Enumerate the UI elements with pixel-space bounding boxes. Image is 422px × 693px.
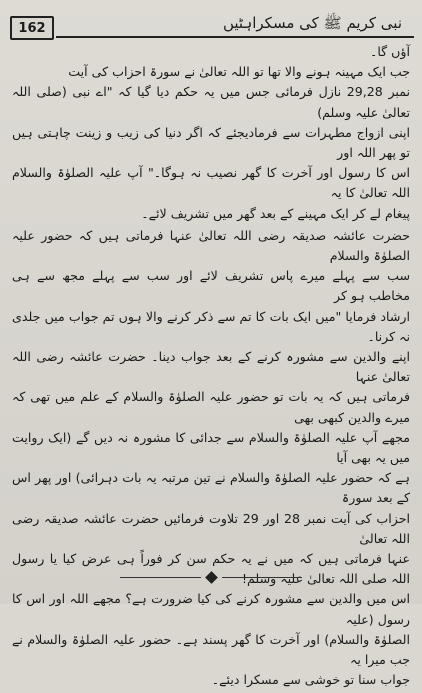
ornament-line-left <box>120 577 201 578</box>
text-line: جواب سنا تو خوشی سے مسکرا دیئے۔ <box>211 672 410 688</box>
text-line: ارشاد فرمایا "میں ایک بات کا تم سے ذکر کرنے والا ہوں تم جواب میں جلدی نہ کرنا۔ <box>12 308 410 344</box>
ornament-line-right <box>222 577 303 578</box>
text-line: مجھے آپ علیہ الصلوٰۃ والسلام سے جدائی کا مشورہ نہ دیں گے (ایک روایت میں یہ بھی آیا <box>12 429 410 466</box>
text-line: اس میں والدین سے مشورہ کرنے کی کیا ضرورت ہے؟ مجھے اللہ اور اس کا رسول (علیہ <box>12 591 410 627</box>
text-line: الصلوٰۃ والسلام) اور آخرت کا گھر پسند ہے۔ حضور علیہ الصلوٰۃ والسلام نے جب میرا یہ <box>12 631 410 668</box>
text-line: اپنی ازواج مطہرات سے فرمادیجئے کہ اگر دنیا کی زیب و زینت چاہتی ہیں تو پھر اللہ اور <box>12 124 410 161</box>
text-line: اس کا رسول اور آخرت کا گھر نصیب نہ ہوگا۔" آپ علیہ الصلوٰۃ والسلام اللہ تعالیٰ کا یہ <box>12 165 410 201</box>
text-line: حضرت عائشہ صدیقہ رضی اللہ تعالیٰ عنہا فرماتی ہیں کہ حضور علیہ الصلوٰۃ والسلام <box>12 227 410 264</box>
text-line: آؤں گا۔ <box>369 44 410 59</box>
text-line: پیغام لے کر ایک مہینے کے بعد گھر میں تشریف لائے۔ <box>141 205 410 221</box>
diamond-icon <box>205 571 218 584</box>
text-line: سب سے پہلے میرے پاس تشریف لائے اور سب سے پہلے مجھ سے ہی مخاطب ہو کر <box>12 268 410 304</box>
end-ornament <box>120 570 302 584</box>
text-line: جب ایک مہینہ ہونے والا تھا تو اللہ تعالیٰ نے سورۃ احزاب کی آیت <box>68 64 410 80</box>
body-text <box>12 42 410 693</box>
text-line: اپنے والدین سے مشورہ کرنے کے بعد جواب دینا۔ حضرت عائشہ رضی اللہ تعالیٰ عنہا <box>12 349 410 385</box>
paragraph-2 <box>12 226 410 691</box>
running-title: نبی کریم ﷺ کی مسکراہٹیں <box>222 14 402 32</box>
text-line: فرماتی ہیں کہ یہ بات تو حضور علیہ الصلوٰۃ والسلام کے علم میں تھی کہ میرے والدین کبھی بھی <box>12 389 410 425</box>
text-line: احزاب کی آیت نمبر 28 اور 29 تلاوت فرمائیں حضرت عائشہ صدیقہ رضی اللہ تعالیٰ <box>12 510 411 546</box>
text-line: عنہا فرماتی ہیں کہ میں نے یہ حکم سن کر فوراً ہی عرض کیا یا رسول اللہ صلی اللہ تعالیٰ علیہ وسلم! <box>12 551 410 587</box>
text-line: نمبر 29,28 نازل فرمائی جس میں یہ حکم دیا گیا کہ "اے نبی (صلی اللہ تعالیٰ علیہ وسلم) <box>12 84 410 120</box>
text-line: ہے کہ حضور علیہ الصلوٰۃ والسلام نے تین مرتبہ یہ بات دہرائی) اور پھر اس کے بعد سورۃ <box>12 470 410 506</box>
header-rule <box>56 36 414 38</box>
page-number: 162 <box>10 16 54 40</box>
paragraph-1 <box>12 42 410 224</box>
page-header <box>6 14 414 40</box>
